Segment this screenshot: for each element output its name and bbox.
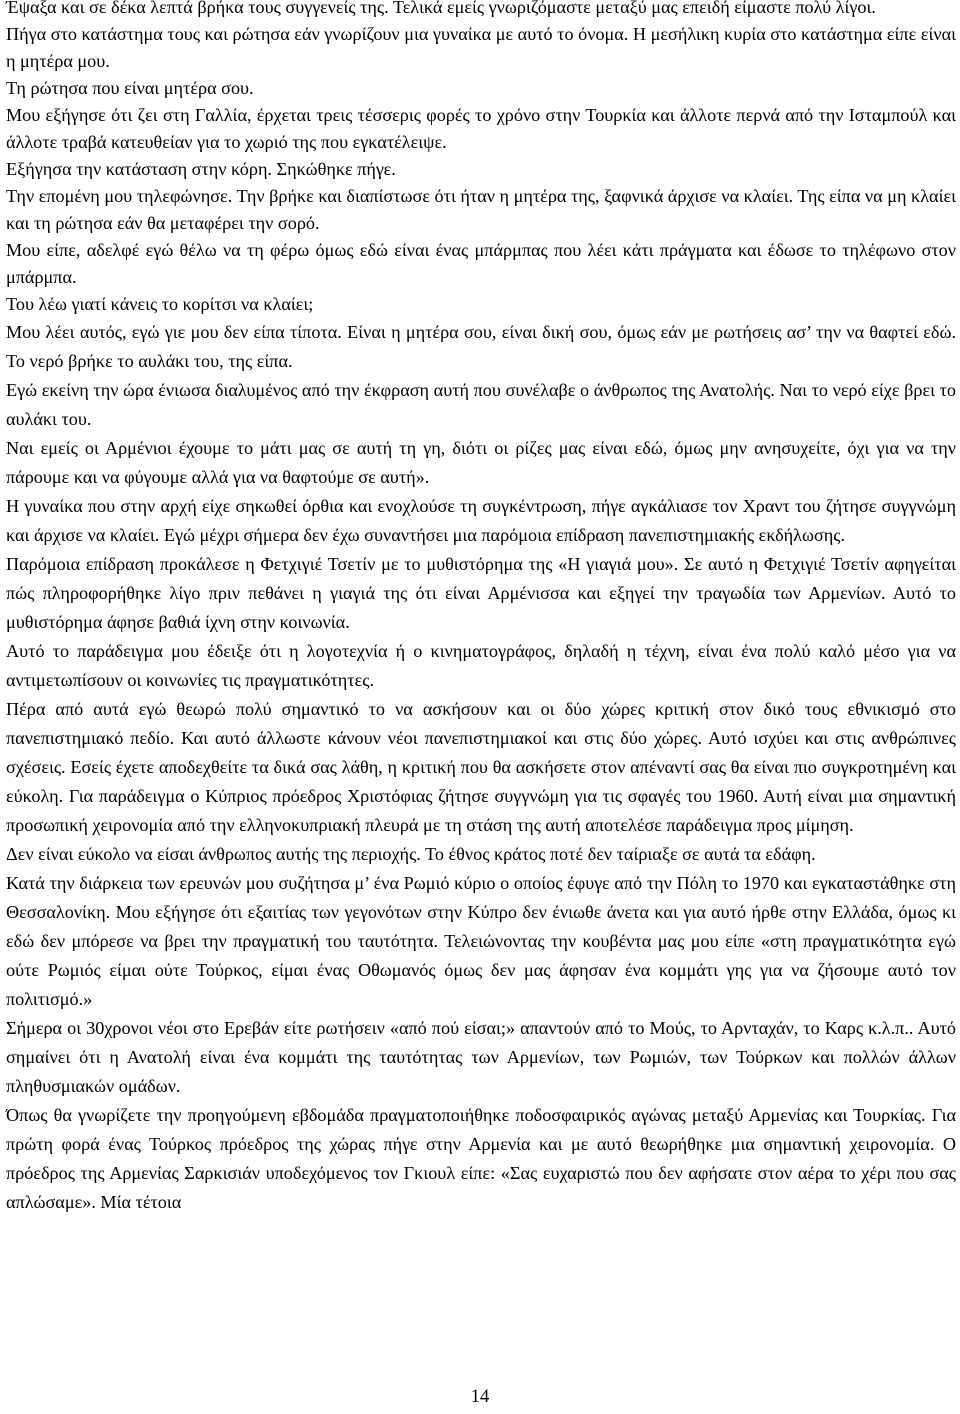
paragraph: Η γυναίκα που στην αρχή είχε σηκωθεί όρθια και ενοχλούσε τη συγκέντρωση, πήγε αγκάλιασε τον Χραντ του ζήτησε συγγνώμη και άρχισε να κλαίει. Εγώ μέχρι σήμερα δεν έχω συναντήσει μια παρόμοια επίδραση πανεπιστημιακής εκδήλωσης.	[6, 496, 956, 545]
paragraph: Μου εξήγησε ότι ζει στη Γαλλία, έρχεται τρεις τέσσερις φορές το χρόνο στην Τουρκία και άλλοτε περνά από την Ισταμπούλ και άλλοτε τραβά κατευθείαν για το χωριό της που εγκατέλειψε.	[6, 105, 956, 152]
paragraph: Κατά την διάρκεια των ερευνών μου συζήτησα μ’ ένα Ρωμιό κύριο ο οποίος έφυγε από την Πόλη το 1970 και εγκαταστάθηκε στη Θεσσαλονίκη. Μου εξήγησε ότι εξαιτίας των γεγονότων στην Κύπρο δεν ένιωθε άνετα και για αυτό ήρθε στην Ελλάδα, όμως κι εδώ δεν μπόρεσε να βρει την πραγματική του ταυτότητα. Τελειώνοντας την κουβέντα μας μου είπε «στη πραγματικότητα εγώ ούτε Ρωμιός είμαι ούτε Τούρκος, είμαι ένας Οθωμανός όμως δεν μας άφησαν ένα κομμάτι γης για να ζήσουμε αυτό τον πολιτισμό.»	[6, 873, 956, 1009]
paragraph: Μου λέει αυτός, εγώ γιε μου δεν είπα τίποτα. Είναι η μητέρα σου, είναι δική σου, όμως εάν με ρωτήσεις ασ’ την να θαφτεί εδώ. Το νερό βρήκε το αυλάκι του, της είπα.	[6, 322, 956, 371]
paragraph: Σήμερα οι 30χρονοι νέοι στο Ερεβάν είτε ρωτήσειν «από πού είσαι;» απαντούν από το Μούς, το Αρνταχάν, το Καρς κ.λ.π.. Αυτό σημαίνει ότι η Ανατολή είναι ένα κομμάτι της ταυτότητας των Αρμενίων, των Ρωμιών, των Τούρκων και πολλών άλλων πληθυσμιακών ομάδων.	[6, 1018, 956, 1096]
paragraph: Τη ρώτησα που είναι μητέρα σου.	[6, 78, 254, 98]
paragraph: Παρόμοια επίδραση προκάλεσε η Φετχιγιέ Τσετίν με το μυθιστόρημα της «Η γιαγιά μου». Σε αυτό η Φετχιγιέ Τσετίν αφηγείται πώς πληροφορήθηκε λίγο πριν πεθάνει η γιαγιά της ότι είναι Αρμένισσα και εξηγεί την τραγωδία των Αρμενίων. Αυτό το μυθιστόρημα άφησε βαθιά ίχνη στην κοινωνία.	[6, 554, 956, 632]
paragraph: Εξήγησα την κατάσταση στην κόρη. Σηκώθηκε πήγε.	[6, 159, 396, 179]
paragraph: Μου είπε, αδελφέ εγώ θέλω να τη φέρω όμως εδώ είναι ένας μπάρμπας που λέει κάτι πράγματα και έδωσε το τηλέφωνο στον μπάρμπα.	[6, 240, 956, 287]
paragraph: Ναι εμείς οι Αρμένιοι έχουμε το μάτι μας σε αυτή τη γη, διότι οι ρίζες μας είναι εδώ, όμως μην ανησυχείτε, όχι για να την πάρουμε και να φύγουμε αλλά για να θαφτούμε σε αυτή».	[6, 438, 956, 487]
paragraph: Του λέω γιατί κάνεις το κορίτσι να κλαίει;	[6, 294, 314, 314]
paragraph: Αυτό το παράδειγμα μου έδειξε ότι η λογοτεχνία ή ο κινηματογράφος, δηλαδή η τέχνη, είναι ένα πολύ καλό μέσο για να αντιμετωπίσουν οι κοινωνίες τις πραγματικότητες.	[6, 641, 956, 690]
paragraph: Έψαξα και σε δέκα λεπτά βρήκα τους συγγενείς της. Τελικά εμείς γνωριζόμαστε μεταξύ μας επειδή είμαστε πολύ λίγοι.	[6, 0, 876, 17]
paragraph: Όπως θα γνωρίζετε την προηγούμενη εβδομάδα πραγματοποιήθηκε ποδοσφαιρικός αγώνας μεταξύ Αρμενίας και Τουρκίας. Για πρώτη φορά ένας Τούρκος πρόεδρος της χώρας πήγε στην Αρμενία και με αυτό θεωρήθηκε μια σημαντική χειρονομία. Ο πρόεδρος της Αρμενίας Σαρκισιάν υποδεχόμενος τον Γκιουλ είπε: «Σας ευχαριστώ που δεν αφήσατε στον αέρα το χέρι που σας απλώσαμε». Μία τέτοια	[6, 1105, 956, 1212]
paragraph: Δεν είναι εύκολο να είσαι άνθρωπος αυτής της περιοχής. Το έθνος κράτος ποτέ δεν ταίριαξε σε αυτά τα εδάφη.	[6, 844, 816, 864]
paragraph: Την επομένη μου τηλεφώνησε. Την βρήκε και διαπίστωσε ότι ήταν η μητέρα της, ξαφνικά άρχισε να κλαίει. Της είπα να μη κλαίει και τη ρώτησα εάν θα μεταφέρει την σορό.	[6, 186, 956, 233]
body-text	[6, 0, 956, 1217]
paragraph: Πήγα στο κατάστημα τους και ρώτησα εάν γνωρίζουν μια γυναίκα με αυτό το όνομα. Η μεσήλικη κυρία στο κατάστημα είπε είναι η μητέρα μου.	[6, 24, 956, 71]
paragraph: Εγώ εκείνη την ώρα ένιωσα διαλυμένος από την έκφραση αυτή που συνέλαβε ο άνθρωπος της Ανατολής. Ναι το νερό είχε βρει το αυλάκι του.	[6, 380, 956, 429]
paragraph: Πέρα από αυτά εγώ θεωρώ πολύ σημαντικό το να ασκήσουν και οι δύο χώρες κριτική στον δικό τους εθνικισμό στο πανεπιστημιακό πεδίο. Και αυτό άλλωστε κάνουν νέοι πανεπιστημιακοί και στις δύο χώρες. Αυτό ισχύει και στις ανθρώπινες σχέσεις. Εσείς έχετε αποδεχθείτε τα δικά σας λάθη, η κριτική που θα ασκήσετε στον απέναντί σας θα είναι πιο συγκροτημένη και εύκολη. Για παράδειγμα ο Κύπριος πρόεδρος Χριστόφιας ζήτησε συγγνώμη για τις σφαγές του 1960. Αυτή είναι μια σημαντική προσωπική χειρονομία από την ελληνοκυπριακή πλευρά με τη στάση της αυτή αποτελέσε παράδειγμα προς μίμηση.	[6, 699, 956, 835]
page-number: 14	[470, 1387, 490, 1407]
